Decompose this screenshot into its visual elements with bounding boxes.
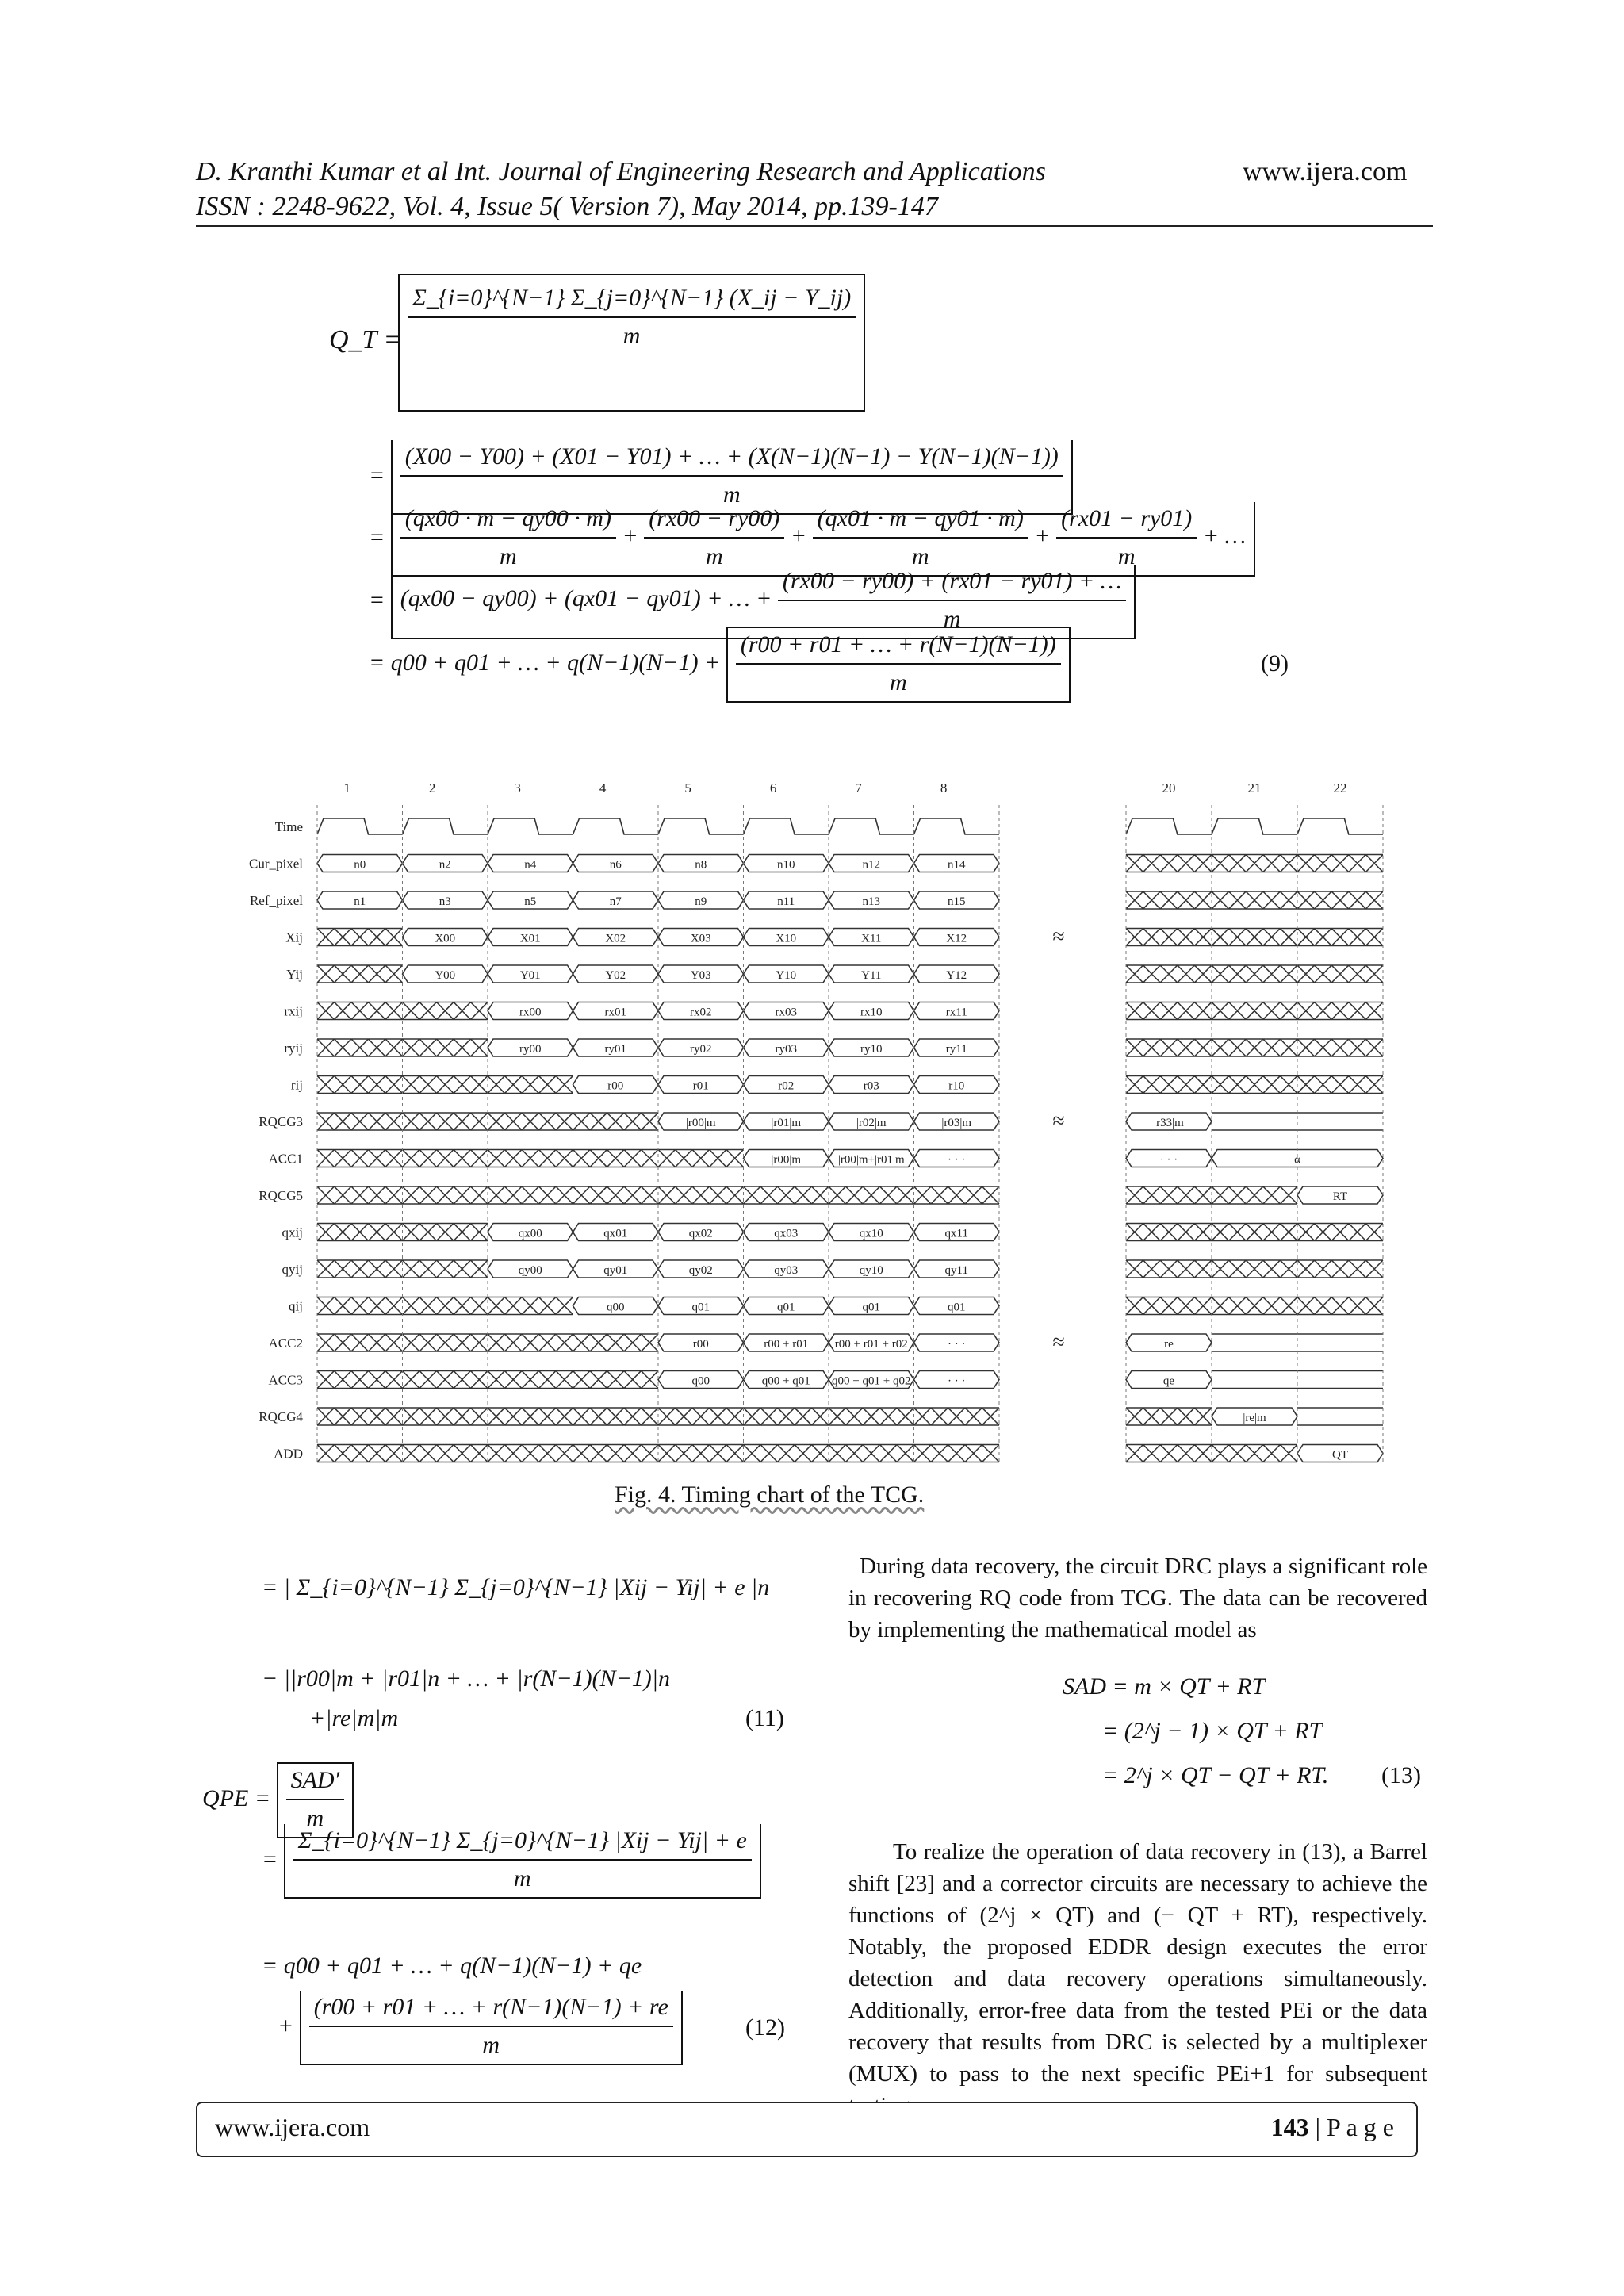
signal-hatch	[317, 1076, 403, 1094]
footer-bar	[196, 2102, 1418, 2157]
signal-cell-label: n5	[524, 895, 537, 908]
cycle-number: 22	[1333, 780, 1347, 795]
signal-cell-label: ry00	[519, 1043, 542, 1056]
eq13-number: (13)	[1381, 1762, 1421, 1788]
signal-cell-label: ry10	[860, 1043, 883, 1056]
page-number-group	[1271, 2113, 1394, 2145]
break-symbol: ≈	[1052, 1330, 1065, 1355]
signal-label-acc1: ACC1	[268, 1151, 303, 1167]
signal-label-time: Time	[274, 819, 303, 834]
signal-cell-label: n12	[862, 858, 880, 872]
cycle-number: 7	[855, 780, 862, 795]
signal-cell-label: n2	[439, 858, 451, 872]
page-label: | P a g e	[1308, 2113, 1394, 2141]
cycle-number: 21	[1247, 780, 1262, 795]
eq9-den: m	[622, 323, 641, 349]
signal-hatch	[317, 1002, 403, 1020]
signal-label-rqcg5: RQCG5	[259, 1188, 303, 1203]
signal-hatch	[317, 1260, 403, 1278]
signal-hatch	[658, 1150, 744, 1167]
signal-cell-label: · · ·	[1159, 1153, 1178, 1167]
signal-hatch	[403, 1113, 488, 1130]
signal-cell-label: Y11	[861, 969, 882, 982]
signal-hatch	[403, 1371, 488, 1389]
signal-label-add: ADD	[274, 1446, 303, 1462]
eq9-l3b: (rx00 − ry00)	[644, 505, 784, 539]
signal-cell-label: q01	[948, 1301, 966, 1314]
signal-hatch	[317, 1186, 403, 1204]
cycle-number: 20	[1162, 780, 1176, 795]
signal-cell-label: q00 + q01	[761, 1374, 810, 1388]
eq13-line1: SAD = m × QT + RT	[1063, 1673, 1266, 1700]
eq9-l3d-den: m	[1117, 543, 1136, 569]
signal-cell-label: Y10	[776, 969, 797, 982]
eq9-number: (9)	[1261, 650, 1289, 677]
figure-caption: Fig. 4. Timing chart of the TCG.	[615, 1481, 925, 1508]
eq9-l3a: (qx00 · m − qy00 · m)	[400, 505, 616, 539]
signal-hatch	[829, 1445, 914, 1462]
signal-hatch	[573, 1113, 659, 1130]
signal-cell-label: n11	[777, 895, 795, 908]
eq9-l3c: (qx01 · m − qy01 · m)	[813, 505, 1028, 539]
signal-cell-label: · · ·	[948, 1338, 966, 1351]
signal-hatch	[488, 1297, 573, 1315]
signal-hatch	[403, 1408, 488, 1425]
signal-cell-label: r03	[863, 1079, 879, 1093]
signal-cell-label: rx11	[945, 1006, 967, 1019]
signal-cell-label: r02	[778, 1079, 795, 1093]
signal-label-xij: Xij	[285, 930, 303, 945]
signal-cell-label: n4	[524, 858, 537, 872]
signal-cell-label: |r03|m	[941, 1117, 972, 1129]
signal-hatch	[317, 1334, 403, 1351]
signal-hatch	[573, 1445, 659, 1462]
signal-line	[1297, 1408, 1383, 1425]
signal-hatch	[573, 1408, 659, 1425]
signal-cell-label: n6	[609, 858, 622, 872]
eq11-line1: = | Σ_{i=0}^{N−1} Σ_{j=0}^{N−1} |Xij − Yij| + e |n	[262, 1574, 770, 1600]
signal-hatch	[403, 1297, 488, 1315]
signal-cell-label: q01	[777, 1301, 795, 1314]
signal-cell-label: · · ·	[948, 1153, 966, 1167]
eq12-line4: + $\frac{(r00 + r01 + \dots + r(N-1)(N-1) + re}{m}$	[278, 1991, 683, 2065]
eq12-line3: = q00 + q01 + … + q(N−1)(N−1) + qe	[262, 1953, 642, 1979]
signal-cell-label: r00	[607, 1079, 624, 1093]
signal-cell-label: qx01	[603, 1227, 628, 1240]
break-symbol: ≈	[1052, 924, 1065, 949]
signal-cell-label: n10	[777, 858, 795, 872]
signal-cell-label: |r00|m	[685, 1117, 716, 1129]
signal-hatch	[829, 1408, 914, 1425]
signal-cell-label: re	[1164, 1338, 1174, 1351]
signal-cell-label: n3	[439, 895, 451, 908]
eq12-lhs: QPE =	[202, 1784, 277, 1811]
signal-cell-label: ry03	[775, 1043, 797, 1056]
signal-hatch	[488, 1408, 573, 1425]
eq12-sum: Σ_{i=0}^{N−1} Σ_{j=0}^{N−1} |Xij − Yij| + e	[293, 1827, 752, 1861]
signal-cell-label: r01	[692, 1079, 709, 1093]
signal-cell-label: X12	[946, 932, 967, 945]
signal-cell-label: Y12	[946, 969, 967, 982]
cycle-number: 5	[684, 780, 691, 795]
signal-label-rqcg4: RQCG4	[259, 1409, 303, 1424]
eq13-line2: = (2^j − 1) × QT + RT	[1102, 1718, 1323, 1744]
signal-hatch	[1126, 1260, 1383, 1278]
signal-hatch	[744, 1408, 829, 1425]
signal-cell-label: RT	[1332, 1190, 1348, 1203]
signal-cell-label: Y03	[690, 969, 711, 982]
signal-cell-label: n7	[609, 895, 622, 908]
eq9-top-num: Σ_{i=0}^{N−1} Σ_{j=0}^{N−1} (X_ij − Y_ij)	[408, 285, 856, 318]
cycle-number: 8	[940, 780, 948, 795]
signal-cell-label: X11	[861, 932, 882, 945]
signal-cell-label: qx10	[859, 1227, 883, 1240]
signal-hatch	[317, 1039, 403, 1056]
signal-cell-label: qx00	[518, 1227, 542, 1240]
signal-cell-label: X00	[435, 932, 456, 945]
signal-cell-label: qe	[1162, 1374, 1175, 1388]
signal-hatch	[1126, 1076, 1383, 1094]
eq9-l3a-den: m	[500, 543, 517, 569]
signal-hatch	[488, 1150, 573, 1167]
eq12-sad: SAD′	[286, 1767, 345, 1800]
signal-hatch	[403, 1039, 488, 1056]
signal-label-ref_pixel: Ref_pixel	[249, 893, 303, 908]
signal-cell-label: α	[1294, 1153, 1300, 1167]
signal-label-acc3: ACC3	[268, 1372, 303, 1388]
signal-cell-label: q01	[691, 1301, 710, 1314]
signal-cell-label: Y00	[435, 969, 456, 982]
footer-url[interactable]: www.ijera.com	[215, 2113, 370, 2141]
signal-hatch	[914, 1186, 1000, 1204]
signal-label-yij: Yij	[286, 967, 303, 982]
signal-hatch	[317, 965, 403, 983]
cycle-number: 2	[428, 780, 436, 795]
signal-hatch	[488, 1371, 573, 1389]
signal-hatch	[1126, 1408, 1212, 1425]
signal-hatch	[403, 1224, 488, 1241]
cycle-number: 3	[514, 780, 521, 795]
signal-cell-label: q00	[691, 1374, 710, 1388]
signal-cell-label: qy03	[774, 1264, 799, 1277]
signal-cell-label: Y02	[605, 969, 626, 982]
signal-hatch	[317, 929, 403, 946]
signal-cell-label: n9	[695, 895, 707, 908]
signal-cell-label: qy01	[603, 1264, 628, 1277]
signal-cell-label: r10	[948, 1079, 965, 1093]
eq13-line3: = 2^j × QT − QT + RT.	[1102, 1762, 1329, 1788]
eq9-line2: = $\frac{(X00 - Y00) + (X01 - Y01) + \dots + (X(N-1)(N-1) - Y(N-1)(N-1))}{m}$	[369, 440, 1073, 515]
signal-cell-label: n0	[354, 858, 366, 872]
signal-cell-label: rx01	[604, 1006, 626, 1019]
signal-hatch	[1126, 1297, 1383, 1315]
eq9-l5a: = q00 + q01 + … + q(N−1)(N−1) +	[369, 649, 721, 676]
issn-line: ISSN : 2248-9622, Vol. 4, Issue 5( Version 7), May 2014, pp.139-147	[196, 192, 938, 221]
signal-cell-label: qx02	[688, 1227, 713, 1240]
signal-hatch	[317, 1150, 403, 1167]
eq11-number: (11)	[745, 1705, 784, 1731]
eq9-line2-den: m	[722, 481, 741, 508]
clock-waveform-right	[1126, 818, 1383, 834]
signal-hatch	[488, 1113, 573, 1130]
signal-label-qxij: qxij	[282, 1225, 303, 1240]
signal-cell-label: rx02	[690, 1006, 712, 1019]
eq9-l5b: (r00 + r01 + … + r(N−1)(N−1))	[736, 631, 1061, 665]
signal-hatch	[403, 1445, 488, 1462]
signal-hatch	[403, 1076, 488, 1094]
signal-cell-label: rx03	[775, 1006, 797, 1019]
signal-cell-label: |r33|m	[1154, 1117, 1184, 1129]
signal-hatch	[317, 1297, 403, 1315]
signal-hatch	[573, 1150, 659, 1167]
signal-hatch	[914, 1445, 1000, 1462]
break-symbol: ≈	[1052, 1109, 1065, 1133]
signal-hatch	[573, 1371, 659, 1389]
eq9-l4b: (rx00 − ry00) + (rx01 − ry01) + …	[778, 568, 1127, 601]
signal-hatch	[914, 1408, 1000, 1425]
signal-cell-label: ry02	[690, 1043, 712, 1056]
signal-hatch	[488, 1076, 573, 1094]
signal-hatch	[573, 1186, 659, 1204]
signal-label-acc2: ACC2	[268, 1336, 303, 1351]
eq11-line2: − ||r00|m + |r01|n + … + |r(N−1)(N−1)|n	[262, 1665, 671, 1692]
signal-hatch	[1126, 965, 1383, 983]
signal-hatch	[1126, 929, 1383, 946]
signal-hatch	[658, 1445, 744, 1462]
signal-hatch	[403, 1002, 488, 1020]
signal-cell-label: ry01	[604, 1043, 626, 1056]
signal-hatch	[1126, 1039, 1383, 1056]
signal-cell-label: QT	[1332, 1448, 1348, 1462]
signal-hatch	[488, 1186, 573, 1204]
eq12-l4-num: (r00 + r01 + … + r(N−1)(N−1) + re	[309, 1994, 673, 2027]
eq12-line2: = $\frac{\text{Σ\_\{i=0\}\textasciicircum{}\{N−1\} Σ\_\{j=0\}\textasciicircum{}\{N−1\} |Xij − Yij| + e}}{m}$	[262, 1824, 761, 1899]
signal-hatch	[658, 1408, 744, 1425]
signal-hatch	[658, 1186, 744, 1204]
signal-label-rxij: rxij	[284, 1003, 303, 1019]
eq9-line3: = $\frac{(qx00 \cdot m - qy00 \cdot m)}{m}$ + $\frac{(rx00 - ry00)}{m}$ + $\frac{(qx01 \cdot m - qy01 \cdot m)}{m}$ + $\frac{(rx01 - ry01)}{m}$ + …	[369, 502, 1255, 577]
signal-hatch	[488, 1445, 573, 1462]
signal-cell-label: |re|m	[1243, 1412, 1266, 1424]
signal-cell-label: n15	[948, 895, 966, 908]
signal-hatch	[317, 1113, 403, 1130]
signal-cell-label: q00	[607, 1301, 625, 1314]
signal-label-ryij: ryij	[284, 1041, 303, 1056]
signal-hatch	[403, 1150, 488, 1167]
eq9-l3d: (rx01 − ry01)	[1056, 505, 1197, 539]
signal-label-qij: qij	[289, 1298, 303, 1314]
signal-hatch	[317, 1371, 403, 1389]
signal-hatch	[744, 1186, 829, 1204]
signal-hatch	[1126, 855, 1383, 872]
signal-cell-label: Y01	[519, 969, 541, 982]
paragraph-recovery: During data recovery, the circuit DRC plays a significant role in recovering RQ code from TCG. The data can be recovered by implementing the mathematical model as	[848, 1554, 1427, 1642]
signal-cell-label: n1	[354, 895, 366, 908]
paragraph-barrel-shift: To realize the operation of data recovery in (13), a Barrel shift [23] and a corrector circuits are necessary to achieve the functions of (2^j × QT) and (− QT + RT), respectively. Notably, the proposed EDDR design executes the error detection and data recovery operations simultaneously. Additionally, error-free data from the tested PEi or the data recovery that results from DRC is selected by a multiplexer (MUX) to pass to the next specific PEi+1 for subsequent	[848, 1839, 1427, 2087]
signal-cell-label: rx10	[860, 1006, 883, 1019]
cycle-number: 1	[343, 780, 350, 795]
signal-hatch	[403, 1260, 488, 1278]
signal-cell-label: q00 + q01 + q02	[832, 1374, 911, 1388]
signal-cell-label: r00 + r01 + r02	[834, 1338, 908, 1351]
eq9-line4: = (qx00 − qy00) + (qx01 − qy01) + … + $\frac{(rx00 - ry00) + (rx01 - ry01) + \dots}{m}$	[369, 565, 1136, 639]
eq11-line3: +|re|m|m	[309, 1705, 399, 1731]
eq9-line1	[398, 274, 865, 412]
signal-cell-label: X02	[605, 932, 626, 945]
signal-label-rij: rij	[290, 1077, 303, 1093]
header-rule	[196, 225, 1433, 227]
signal-label-qyij: qyij	[282, 1262, 303, 1277]
signal-hatch	[317, 1408, 403, 1425]
eq9-l5-den: m	[889, 669, 907, 696]
signal-hatch	[317, 1445, 403, 1462]
signal-hatch	[488, 1334, 573, 1351]
signal-cell-label: |r00|m+|r01|m	[837, 1153, 905, 1167]
eq9-l4-den: m	[943, 606, 961, 632]
eq9-line2-num: (X00 − Y00) + (X01 − Y01) + … + (X(N−1)(N−1) − Y(N−1)(N−1))	[400, 443, 1063, 477]
signal-line	[1212, 1334, 1383, 1351]
signal-cell-label: qy10	[859, 1264, 883, 1277]
signal-hatch	[317, 1224, 403, 1241]
signal-hatch	[403, 1334, 488, 1351]
signal-cell-label: X03	[690, 932, 711, 945]
signal-cell-label: |r01|m	[771, 1117, 802, 1129]
signal-cell-label: qy11	[944, 1264, 968, 1277]
signal-hatch	[829, 1186, 914, 1204]
page-number: 143	[1270, 2113, 1309, 2141]
timing-chart	[238, 773, 1396, 1471]
signal-cell-label: qy02	[688, 1264, 713, 1277]
signal-line	[1212, 1371, 1383, 1389]
signal-cell-label: r00	[692, 1338, 709, 1351]
signal-cell-label: qx11	[944, 1227, 968, 1240]
signal-hatch	[1126, 1224, 1383, 1241]
signal-cell-label: q01	[862, 1301, 880, 1314]
eq12-den3: m	[482, 2032, 500, 2058]
signal-line	[1212, 1113, 1383, 1130]
journal-title: D. Kranthi Kumar et al Int. Journal of Engineering Research and Applications	[196, 157, 1046, 186]
eq9-l4a: (qx00 − qy00) + (qx01 − qy01) + … +	[400, 585, 772, 611]
eq9-l3b-den: m	[705, 543, 723, 569]
signal-cell-label: |r00|m	[771, 1153, 802, 1167]
signal-cell-label: · · ·	[948, 1374, 966, 1388]
signal-cell-label: |r02|m	[856, 1117, 887, 1129]
cycle-number: 6	[769, 780, 777, 795]
signal-hatch	[744, 1445, 829, 1462]
signal-hatch	[1126, 891, 1383, 909]
eq12-den1: m	[306, 1805, 324, 1831]
signal-hatch	[573, 1334, 659, 1351]
cycle-number: 4	[599, 780, 607, 795]
signal-cell-label: n13	[862, 895, 880, 908]
signal-cell-label: qy00	[518, 1264, 542, 1277]
signal-cell-label: ry11	[945, 1043, 967, 1056]
signal-hatch	[403, 1186, 488, 1204]
signal-cell-label: qx03	[774, 1227, 799, 1240]
signal-cell-label: rx00	[519, 1006, 542, 1019]
eq9-lhs: Q_T =	[329, 325, 402, 355]
signal-label-cur_pixel: Cur_pixel	[249, 856, 303, 872]
header-url[interactable]: www.ijera.com	[1243, 157, 1408, 186]
eq12-den2: m	[513, 1865, 531, 1892]
signal-label-rqcg3: RQCG3	[259, 1114, 303, 1129]
signal-cell-label: r00 + r01	[764, 1338, 809, 1351]
eq12-number: (12)	[745, 2014, 785, 2041]
signal-hatch	[1126, 1002, 1383, 1020]
eq9-l3c-den: m	[911, 543, 929, 569]
signal-cell-label: n14	[948, 858, 966, 872]
signal-cell-label: X01	[519, 932, 541, 945]
signal-cell-label: X10	[776, 932, 797, 945]
eq9-line5	[369, 627, 1071, 703]
signal-cell-label: n8	[695, 858, 707, 872]
